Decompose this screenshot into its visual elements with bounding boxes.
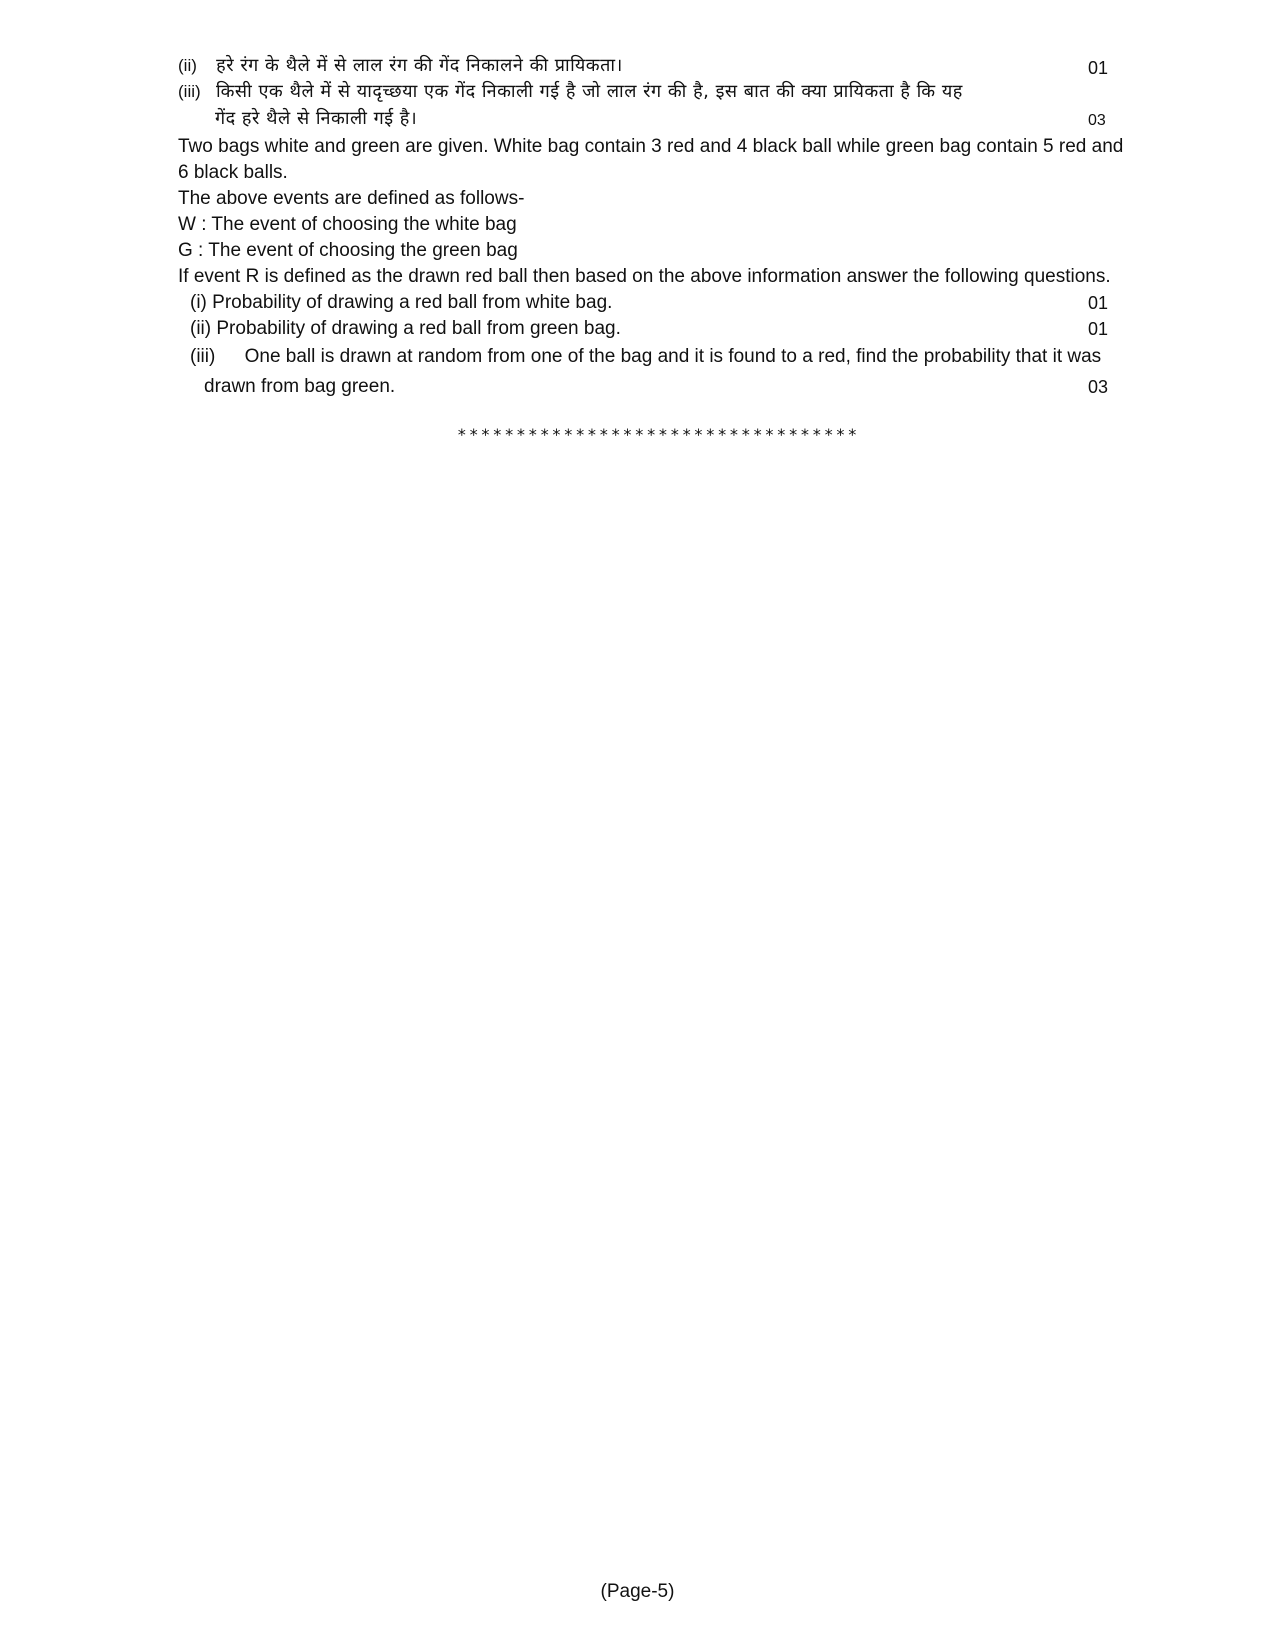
page-number-footer: (Page-5) [600, 1581, 675, 1602]
hindi-question-3 [178, 80, 963, 104]
event-g-definition: G : The event of choosing the green bag [178, 240, 518, 261]
english-q3-number: (iii) [190, 346, 216, 367]
english-question-2: (ii) Probability of drawing a red ball from green bag. [190, 318, 621, 339]
hindi-q3-number: (iii) [178, 82, 201, 101]
english-q1-marks: 01 [1088, 293, 1109, 313]
english-q3-marks: 03 [1088, 377, 1109, 397]
hindi-q2-text: हरे रंग के थैले में से लाल रंग की गेंद निकालने की प्रायिकता। [216, 55, 623, 76]
english-question-1: (i) Probability of drawing a red ball from white bag. [190, 292, 613, 313]
hindi-q3-text-line1: किसी एक थैले में से यादृच्छया एक गेंद निकाली गई है जो लाल रंग की है, इस बात की क्या प्रायिकता है कि यह [215, 81, 963, 102]
hindi-q3-marks: 03 [1088, 112, 1106, 129]
english-q3-text-line1: One ball is drawn at random from one of the bag and it is found to a red, find the probability that it was [244, 346, 1102, 367]
hindi-q2-marks: 01 [1088, 58, 1109, 78]
english-q3-text-line2: drawn from bag green. [204, 376, 396, 397]
english-q2-marks: 01 [1088, 319, 1109, 339]
end-separator: ********************************** [457, 425, 860, 444]
english-question-3 [190, 345, 1101, 369]
events-heading: The above events are defined as follows- [178, 188, 525, 209]
intro-line-1: Two bags white and green are given. White bag contain 3 red and 4 black ball while green bag contain 5 red and [178, 136, 1124, 157]
intro-line-2: 6 black balls. [178, 162, 288, 183]
event-r-definition: If event R is defined as the drawn red ball then based on the above information answer the following questions. [178, 266, 1111, 287]
event-w-definition: W : The event of choosing the white bag [178, 214, 517, 235]
hindi-q2-number: (ii) [178, 56, 197, 75]
hindi-question-2 [178, 54, 623, 78]
hindi-q3-text-line2: गेंद हरे थैले से निकाली गई है। [215, 108, 418, 129]
